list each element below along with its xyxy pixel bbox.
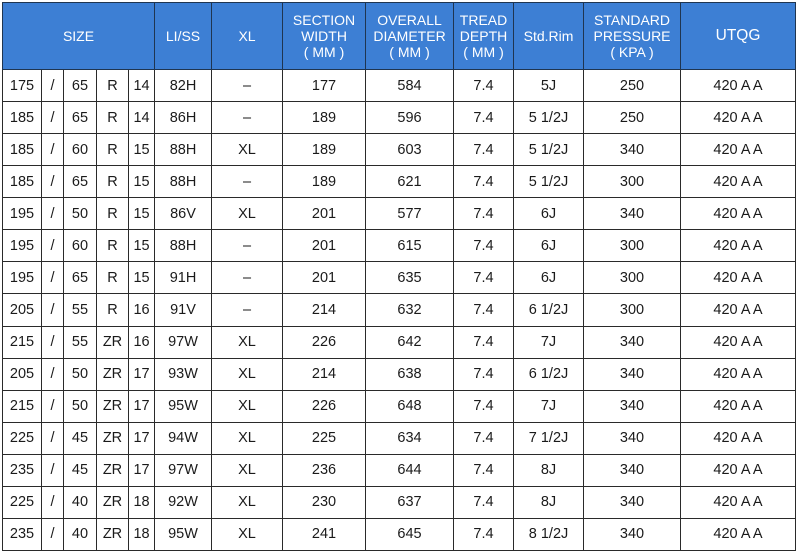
cell-construction: R: [97, 262, 129, 294]
table-row: [3, 134, 796, 166]
cell-utqg: 420 A A: [681, 294, 796, 326]
cell-xl: XL: [212, 422, 283, 454]
cell-construction: R: [97, 70, 129, 102]
cell-std-rim: 7J: [514, 390, 584, 422]
cell-width: 185: [3, 134, 42, 166]
header-line: ( MM ): [303, 44, 345, 60]
header-li-ss: LI/SS: [155, 3, 212, 70]
cell-std-rim: 7J: [514, 326, 584, 358]
cell-rim-diameter: 15: [129, 198, 155, 230]
header-line: WIDTH: [301, 28, 347, 44]
cell-pressure: 300: [584, 230, 681, 262]
cell-std-rim: 8J: [514, 454, 584, 486]
cell-section-width: 177: [283, 70, 366, 102]
cell-tread-depth: 7.4: [454, 486, 514, 518]
cell-section-width: 226: [283, 390, 366, 422]
cell-std-rim: 5 1/2J: [514, 102, 584, 134]
cell-section-width: 189: [283, 166, 366, 198]
cell-pressure: 340: [584, 422, 681, 454]
cell-rim-diameter: 15: [129, 166, 155, 198]
cell-construction: R: [97, 166, 129, 198]
cell-std-rim: 8J: [514, 486, 584, 518]
cell-std-rim: 7 1/2J: [514, 422, 584, 454]
table-row: [3, 486, 796, 518]
cell-pressure: 300: [584, 166, 681, 198]
cell-section-width: 201: [283, 262, 366, 294]
header-line: ( MM ): [389, 44, 430, 60]
header-line: SECTION: [292, 12, 356, 28]
table-row: [3, 198, 796, 230]
cell-rim-diameter: 16: [129, 294, 155, 326]
cell-utqg: 420 A A: [681, 390, 796, 422]
cell-rim-diameter: 15: [129, 262, 155, 294]
cell-section-width: 189: [283, 102, 366, 134]
table-row: [3, 518, 796, 550]
cell-xl: –: [212, 102, 283, 134]
cell-li-ss: 82H: [155, 70, 212, 102]
cell-aspect-ratio: 65: [64, 262, 97, 294]
cell-overall-diameter: 637: [366, 486, 454, 518]
cell-tread-depth: 7.4: [454, 166, 514, 198]
cell-aspect-ratio: 45: [64, 454, 97, 486]
cell-overall-diameter: 596: [366, 102, 454, 134]
cell-li-ss: 88H: [155, 134, 212, 166]
cell-xl: XL: [212, 326, 283, 358]
table-row: [3, 422, 796, 454]
cell-utqg: 420 A A: [681, 262, 796, 294]
cell-xl: XL: [212, 358, 283, 390]
header-overall-diameter: [366, 3, 454, 70]
cell-construction: ZR: [97, 390, 129, 422]
cell-pressure: 340: [584, 486, 681, 518]
cell-xl: XL: [212, 198, 283, 230]
cell-li-ss: 97W: [155, 326, 212, 358]
cell-xl: –: [212, 294, 283, 326]
header-section-width: [283, 3, 366, 70]
cell-overall-diameter: 632: [366, 294, 454, 326]
cell-overall-diameter: 642: [366, 326, 454, 358]
cell-aspect-ratio: 50: [64, 358, 97, 390]
cell-pressure: 340: [584, 518, 681, 550]
cell-tread-depth: 7.4: [454, 134, 514, 166]
cell-aspect-ratio: 55: [64, 294, 97, 326]
header-line: ( MM ): [463, 44, 504, 60]
cell-width: 215: [3, 326, 42, 358]
cell-utqg: 420 A A: [681, 454, 796, 486]
cell-aspect-ratio: 50: [64, 390, 97, 422]
cell-tread-depth: 7.4: [454, 262, 514, 294]
cell-tread-depth: 7.4: [454, 294, 514, 326]
cell-utqg: 420 A A: [681, 230, 796, 262]
cell-utqg: 420 A A: [681, 102, 796, 134]
cell-li-ss: 91H: [155, 262, 212, 294]
cell-construction: R: [97, 198, 129, 230]
cell-std-rim: 6J: [514, 230, 584, 262]
table-row: [3, 70, 796, 102]
cell-pressure: 250: [584, 70, 681, 102]
cell-tread-depth: 7.4: [454, 326, 514, 358]
cell-xl: XL: [212, 454, 283, 486]
cell-slash: /: [42, 70, 64, 102]
cell-construction: R: [97, 102, 129, 134]
cell-slash: /: [42, 326, 64, 358]
cell-std-rim: 6J: [514, 198, 584, 230]
cell-aspect-ratio: 65: [64, 102, 97, 134]
cell-aspect-ratio: 45: [64, 422, 97, 454]
cell-pressure: 340: [584, 326, 681, 358]
cell-width: 185: [3, 102, 42, 134]
header-line: ( KPA ): [610, 44, 654, 60]
cell-tread-depth: 7.4: [454, 198, 514, 230]
table-row: [3, 166, 796, 198]
cell-width: 195: [3, 262, 42, 294]
cell-width: 175: [3, 70, 42, 102]
cell-tread-depth: 7.4: [454, 518, 514, 550]
cell-width: 215: [3, 390, 42, 422]
cell-tread-depth: 7.4: [454, 102, 514, 134]
cell-pressure: 340: [584, 454, 681, 486]
cell-overall-diameter: 635: [366, 262, 454, 294]
cell-xl: –: [212, 166, 283, 198]
cell-tread-depth: 7.4: [454, 358, 514, 390]
cell-overall-diameter: 584: [366, 70, 454, 102]
cell-slash: /: [42, 102, 64, 134]
cell-li-ss: 97W: [155, 454, 212, 486]
cell-std-rim: 6 1/2J: [514, 294, 584, 326]
cell-slash: /: [42, 454, 64, 486]
cell-slash: /: [42, 134, 64, 166]
header-size: SIZE: [3, 3, 155, 70]
cell-construction: R: [97, 230, 129, 262]
cell-pressure: 300: [584, 294, 681, 326]
cell-xl: XL: [212, 390, 283, 422]
cell-tread-depth: 7.4: [454, 454, 514, 486]
cell-width: 225: [3, 486, 42, 518]
cell-std-rim: 6J: [514, 262, 584, 294]
cell-rim-diameter: 14: [129, 102, 155, 134]
cell-li-ss: 95W: [155, 518, 212, 550]
cell-std-rim: 5 1/2J: [514, 166, 584, 198]
cell-tread-depth: 7.4: [454, 70, 514, 102]
tire-spec-table: [2, 2, 796, 551]
cell-section-width: 230: [283, 486, 366, 518]
cell-utqg: 420 A A: [681, 518, 796, 550]
cell-pressure: 340: [584, 134, 681, 166]
cell-pressure: 300: [584, 262, 681, 294]
cell-aspect-ratio: 65: [64, 70, 97, 102]
cell-width: 195: [3, 230, 42, 262]
cell-slash: /: [42, 390, 64, 422]
cell-aspect-ratio: 60: [64, 134, 97, 166]
cell-width: 185: [3, 166, 42, 198]
cell-pressure: 340: [584, 358, 681, 390]
cell-construction: R: [97, 134, 129, 166]
table-body: [3, 70, 796, 551]
table-row: [3, 390, 796, 422]
cell-std-rim: 6 1/2J: [514, 358, 584, 390]
cell-rim-diameter: 14: [129, 70, 155, 102]
cell-li-ss: 86V: [155, 198, 212, 230]
cell-tread-depth: 7.4: [454, 390, 514, 422]
cell-li-ss: 88H: [155, 166, 212, 198]
cell-pressure: 340: [584, 390, 681, 422]
cell-utqg: 420 A A: [681, 326, 796, 358]
cell-std-rim: 8 1/2J: [514, 518, 584, 550]
cell-aspect-ratio: 40: [64, 486, 97, 518]
header-tread-depth: [454, 3, 514, 70]
cell-construction: ZR: [97, 326, 129, 358]
cell-overall-diameter: 638: [366, 358, 454, 390]
header-xl: XL: [212, 3, 283, 70]
cell-construction: R: [97, 294, 129, 326]
cell-utqg: 420 A A: [681, 198, 796, 230]
cell-xl: XL: [212, 134, 283, 166]
cell-tread-depth: 7.4: [454, 422, 514, 454]
cell-construction: ZR: [97, 454, 129, 486]
cell-overall-diameter: 621: [366, 166, 454, 198]
header-utqg: UTQG: [681, 3, 796, 70]
header-std-rim: Std.Rim: [514, 3, 584, 70]
table-row: [3, 326, 796, 358]
cell-aspect-ratio: 50: [64, 198, 97, 230]
table-row: [3, 230, 796, 262]
cell-section-width: 201: [283, 230, 366, 262]
cell-li-ss: 95W: [155, 390, 212, 422]
cell-width: 225: [3, 422, 42, 454]
cell-xl: –: [212, 230, 283, 262]
cell-rim-diameter: 17: [129, 454, 155, 486]
cell-utqg: 420 A A: [681, 166, 796, 198]
cell-li-ss: 91V: [155, 294, 212, 326]
cell-pressure: 340: [584, 198, 681, 230]
header-standard-pressure: [584, 3, 681, 70]
cell-std-rim: 5 1/2J: [514, 134, 584, 166]
cell-rim-diameter: 16: [129, 326, 155, 358]
cell-overall-diameter: 645: [366, 518, 454, 550]
cell-construction: ZR: [97, 518, 129, 550]
header-line: STANDARD: [594, 12, 670, 28]
cell-overall-diameter: 648: [366, 390, 454, 422]
cell-aspect-ratio: 60: [64, 230, 97, 262]
cell-width: 235: [3, 454, 42, 486]
cell-utqg: 420 A A: [681, 486, 796, 518]
table-row: [3, 294, 796, 326]
cell-slash: /: [42, 518, 64, 550]
cell-slash: /: [42, 262, 64, 294]
cell-utqg: 420 A A: [681, 358, 796, 390]
cell-section-width: 201: [283, 198, 366, 230]
cell-construction: ZR: [97, 422, 129, 454]
cell-xl: XL: [212, 486, 283, 518]
table-row: [3, 102, 796, 134]
cell-section-width: 214: [283, 358, 366, 390]
header-line: PRESSURE: [593, 28, 671, 44]
cell-section-width: 241: [283, 518, 366, 550]
cell-rim-diameter: 15: [129, 230, 155, 262]
cell-slash: /: [42, 486, 64, 518]
cell-width: 205: [3, 358, 42, 390]
cell-std-rim: 5J: [514, 70, 584, 102]
cell-slash: /: [42, 358, 64, 390]
header-line: DEPTH: [459, 28, 508, 44]
cell-rim-diameter: 17: [129, 358, 155, 390]
cell-utqg: 420 A A: [681, 134, 796, 166]
cell-utqg: 420 A A: [681, 70, 796, 102]
cell-rim-diameter: 18: [129, 486, 155, 518]
cell-slash: /: [42, 294, 64, 326]
cell-section-width: 225: [283, 422, 366, 454]
cell-aspect-ratio: 40: [64, 518, 97, 550]
cell-tread-depth: 7.4: [454, 230, 514, 262]
cell-li-ss: 88H: [155, 230, 212, 262]
cell-li-ss: 94W: [155, 422, 212, 454]
cell-rim-diameter: 17: [129, 422, 155, 454]
cell-overall-diameter: 644: [366, 454, 454, 486]
table-row: [3, 358, 796, 390]
cell-slash: /: [42, 230, 64, 262]
cell-li-ss: 86H: [155, 102, 212, 134]
cell-aspect-ratio: 65: [64, 166, 97, 198]
header-line: TREAD: [459, 12, 508, 28]
cell-section-width: 189: [283, 134, 366, 166]
cell-width: 235: [3, 518, 42, 550]
cell-li-ss: 93W: [155, 358, 212, 390]
cell-slash: /: [42, 166, 64, 198]
table-row: [3, 262, 796, 294]
cell-xl: –: [212, 262, 283, 294]
cell-width: 195: [3, 198, 42, 230]
header-line: OVERALL: [377, 12, 442, 28]
cell-construction: ZR: [97, 358, 129, 390]
cell-xl: –: [212, 70, 283, 102]
cell-slash: /: [42, 422, 64, 454]
cell-construction: ZR: [97, 486, 129, 518]
cell-xl: XL: [212, 518, 283, 550]
cell-rim-diameter: 15: [129, 134, 155, 166]
cell-overall-diameter: 615: [366, 230, 454, 262]
cell-section-width: 236: [283, 454, 366, 486]
cell-width: 205: [3, 294, 42, 326]
cell-section-width: 226: [283, 326, 366, 358]
cell-slash: /: [42, 198, 64, 230]
cell-overall-diameter: 603: [366, 134, 454, 166]
cell-li-ss: 92W: [155, 486, 212, 518]
cell-rim-diameter: 17: [129, 390, 155, 422]
cell-rim-diameter: 18: [129, 518, 155, 550]
cell-utqg: 420 A A: [681, 422, 796, 454]
header-line: DIAMETER: [373, 28, 446, 44]
cell-section-width: 214: [283, 294, 366, 326]
table-row: [3, 454, 796, 486]
cell-aspect-ratio: 55: [64, 326, 97, 358]
cell-overall-diameter: 634: [366, 422, 454, 454]
header-row: [3, 3, 796, 70]
cell-pressure: 250: [584, 102, 681, 134]
cell-overall-diameter: 577: [366, 198, 454, 230]
